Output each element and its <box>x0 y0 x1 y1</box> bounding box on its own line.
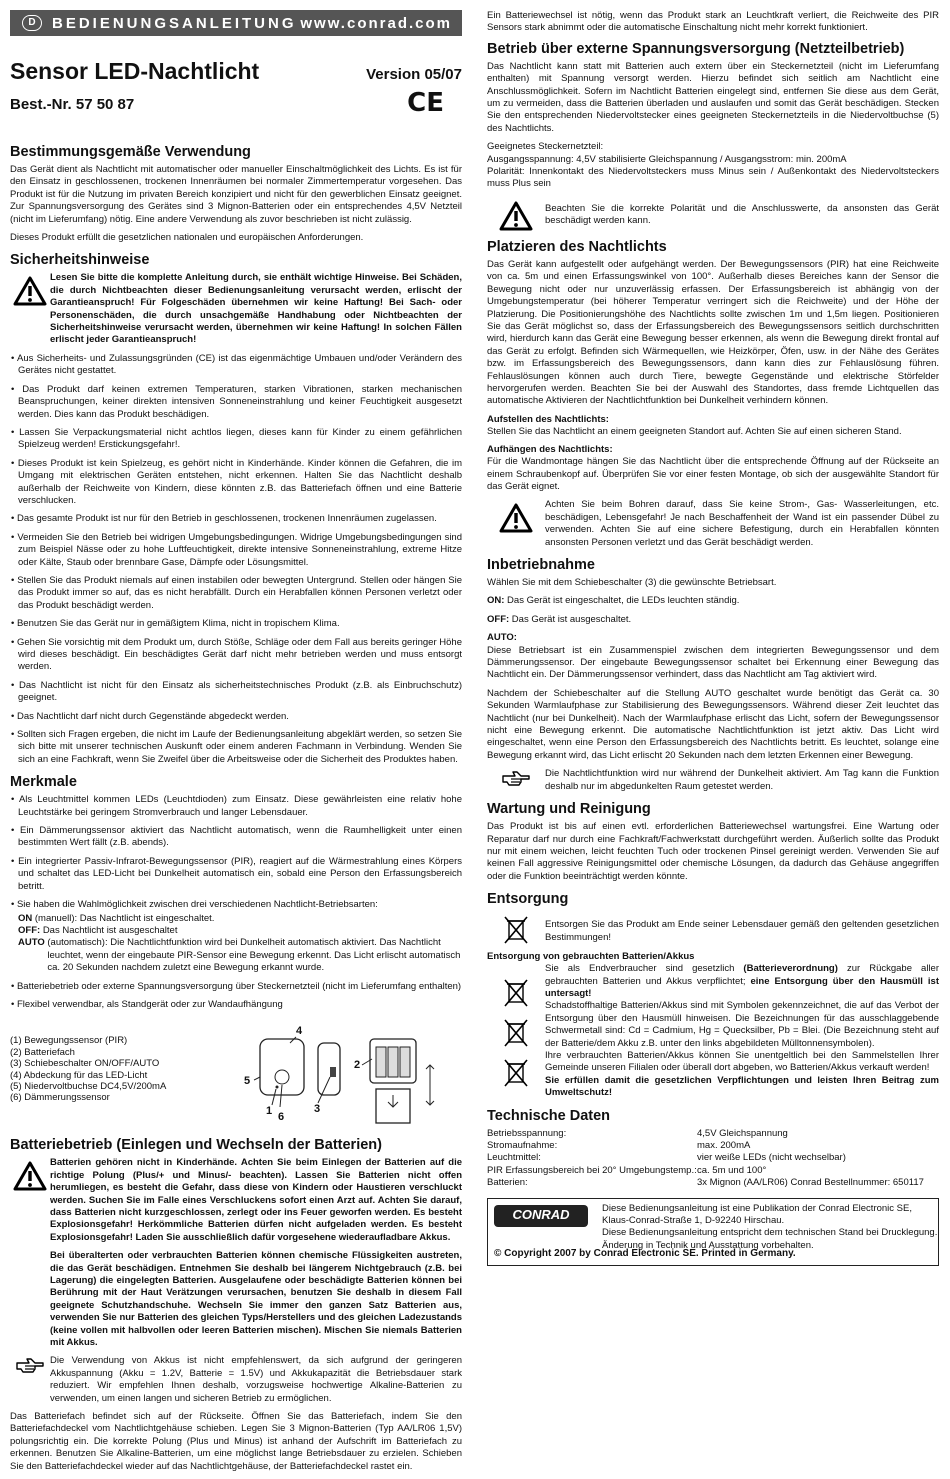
intended-use-text: Das Gerät dient als Nachtlicht mit automatischer oder manueller Einschaltmöglichkeit des Lichts. Es ist für den Einsatz in geschlossenen, trockenen Innenräumen bei normaler Zimmertemperatur vorgesehen. Das Produkt ist für die Nutzung im privaten Bereich konzipiert und nicht für den gewerblichen Einsatz geeignet. Zur Spannungsversorgung des Gerätes sind 3 Mignon-Batterien oder ein entsprechendes 4,5V Netzteil (nicht im Lieferumfang) nötig. Eine andere Verwendung als zuvor beschrieben ist nicht zulässig. <box>10 164 462 225</box>
banner-url: www.conrad.com <box>300 14 452 32</box>
maintenance-text: Das Produkt ist bis auf einen evtl. erforderlichen Batteriewechsel wartungsfrei. Eine Wartung oder Reparatur darf nur durch eine Fachkraft/Fachwerkstatt durchgeführt werden. Äußerlich sollte das Produkt nur mit einem weichen, leicht feuchten Tuch oder trockenen Pinsel gereinigt werden. Verwenden Sie auf keinen Fall aggressive Reinigungsmittel oder chemische Lösungen, da dadurch das Gehäuse angegriffen oder die Funktion beeinträchtigt werden könnte. <box>487 821 939 882</box>
version-label: Version 05/07 <box>366 66 462 83</box>
heading-features: Merkmale <box>10 774 77 791</box>
adapter-polarity: Polarität: Innenkontakt des Niedervoltsteckers muss Minus sein / Außenkontakt des Niedervoltsteckers muss Plus sein <box>487 166 939 190</box>
operation-warmup-text: Nachdem der Schiebeschalter auf die Stellung AUTO geschaltet wurde benötigt das Gerät ca. 30 Sekunden Warmlaufphase zur Stabilisierung des Bewegungssensors. Während dieser Zeit leuchtet das Nachtlicht (nur bei Dunkelheit). Nach der Warmlaufphase erlischt das Licht, sofern der Bewegungssensor nicht eine Bewegung erkennt. Die automatische Nachtlichtfunktion ist jetzt aktiv. Das Licht wird eingeschaltet, wenn eine Person den Erfassungsbereich des Nachtlichts betritt. Es leuchtet, solange eine Bewegung erkannt wird, das Licht erlischt 20 Sekunden nach dem letzten Erkennen einer Bewegung. <box>487 687 939 761</box>
operation-auto-label: AUTO: <box>487 632 517 644</box>
mode-off: OFF: Das Nachtlicht ist ausgeschaltet <box>18 924 178 936</box>
table-row: PIR Erfassungsbereich bei 20° Umgebungstemp.: ca. 5m und 100° <box>487 1164 767 1176</box>
page-title: Sensor LED-Nachtlicht <box>10 58 260 84</box>
table-row: Leuchtmittel: vier weiße LEDs (nicht wechselbar) <box>487 1152 846 1164</box>
table-row: Batterien: 3x Mignon (AA/LR06) Conrad Bestellnummer: 650117 <box>487 1177 924 1189</box>
heading-tech-data: Technische Daten <box>487 1107 611 1124</box>
left-column <box>10 10 462 1479</box>
battery-change-text: Ein Batteriewechsel ist nötig, wenn das Produkt stark an Leuchtkraft verliert, die Reichweite des PIR Sensors stark abnimmt oder die automatische Einschaltung nicht mehr korrekt funktioniert. <box>487 10 939 34</box>
warning-triangle-icon <box>499 201 533 231</box>
heading-battery: Batteriebetrieb (Einlegen und Wechseln der Batterien) <box>10 1137 382 1154</box>
list-item: • Benutzen Sie das Gerät nur in gemäßigtem Klima, nicht in tropischem Klima. <box>11 618 340 630</box>
heading-placement: Platzieren des Nachtlichts <box>487 238 667 255</box>
banner-title: BEDIENUNGSANLEITUNG <box>52 14 297 32</box>
right-column <box>487 10 939 1266</box>
list-item: • Gehen Sie vorsichtig mit dem Produkt um, durch Stöße, Schläge oder dem Fall aus bereits geringer Höhe wird dieses beschädigt. Ein beschädigtes Gerät darf nicht mehr betrieben werden und muss entsorgt werden. <box>11 636 462 673</box>
external-power-text: Das Nachtlicht kann statt mit Batterien auch extern über ein Steckernetzteil (nicht im Lieferumfang enthalten) mit Spannung versorgt werden. Hierzu befindet sich seitlich am Nachtlicht eine Anschlussmöglichkeit. Sofern im Nachtlicht Batterien eingelegt sind, entfernen Sie diese aus dem Gerät, um zu vermeiden, dass die Batterien überladen und auslaufen und somit das Gerät beschädigen. Stecken Sie den entsprechenden Niedervoltstecker eines geeigneten Steckernetzteils in die Niedervoltbuchse (5) des Nachtlichts. <box>487 60 939 134</box>
warning-triangle-icon <box>13 1161 47 1191</box>
battery-warning-text-2: Bei überalterten oder verbrauchten Batterien können chemische Flüssigkeiten austreten, die das Gerät beschädigen. Entnehmen Sie deshalb bei längerem Nichtgebrauch (z.B. bei Lagerung) die eingelegten Batterien. Ausgelaufene oder beschädigte Batterien können bei Berührung mit der Haut Verätzungen verursachen, benutzen Sie deshalb in diesem Fall geeignete Schutzhandschuhe. Wechseln Sie immer den ganzen Satz Batterien aus, verwenden Sie nur Batterien des gleichen Typs/Herstellers und des gleichen Ladezustands (keine vollen mit halbvollen oder leeren Batterien mischen). Mischen Sie niemals Batterien mit Akkus. <box>50 1250 462 1349</box>
diagram-label-1: 1 <box>266 1105 273 1118</box>
list-item: • Vermeiden Sie den Betrieb bei widrigen Umgebungsbedingungen. Widrige Umgebungsbedingungen sind zum Beispiel Nässe oder zu hohe Luftfeuchtigkeit, direkte intensive Sonneneinstrahlung, extreme Hitze oder Kälte, Staub oder brennbare Gase, Dämpfe oder Lösungsmittel. <box>11 531 462 568</box>
part-item: (3) Schiebeschalter ON/OFF/AUTO <box>10 1058 160 1070</box>
list-item: • Ein Dämmerungssensor aktiviert das Nachtlicht automatisch, wenn die Raumhelligkeit unter einen bestimmten Wert fällt (z.B. abends). <box>11 825 462 849</box>
drilling-warning <box>487 499 939 549</box>
header-banner <box>10 10 462 36</box>
diagram-label-6: 6 <box>278 1111 285 1124</box>
operation-auto-text: Diese Betriebsart ist ein Zusammenspiel zwischen dem integrierten Bewegungssensor und dem Dämmerungssensor. Der eingebaute Bewegungssensor schaltet bei Erkennung einer Bewegung das Nachtlicht ein. Der Dämmerungssensor verhindert, dass das Nachtlicht am Tag aktiviert wird. <box>487 644 939 681</box>
part-item: (1) Bewegungssensor (PIR) <box>10 1035 128 1047</box>
list-item: • Dieses Produkt ist kein Spielzeug, es gehört nicht in Kinderhände. Kinder können die Gefahren, die im Umgang mit elektrischen Geräten entstehen, nicht erkennen. Halten Sie das Nachtlicht deshalb außerhalb der Reichweite von Kindern, diese könnten z.B. das Batteriefach öffnen und eine Batterie verschlucken. <box>11 457 462 506</box>
part-item: (2) Batteriefach <box>10 1046 75 1058</box>
operation-note <box>487 768 939 793</box>
battery-disposal-closing: Sie erfüllen damit die gesetzlichen Verpflichtungen und leisten Ihren Beitrag zum Umweltschutz! <box>545 1074 939 1099</box>
drilling-warning-text: Achten Sie beim Bohren darauf, dass Sie keine Strom-, Gas- Wasserleitungen, etc. beschädigen, Lebensgefahr! Je nach Beschaffenheit der Wand ist ein passender Dübel zu verwenden. Achten Sie auf eine sichere Befestigung, durch ein Herabfallen könnten ansonsten Personen verletzt und das Gerät beschädigt werden. <box>545 499 939 548</box>
list-item: • Das Produkt darf keinen extremen Temperaturen, starken Vibrationen, starken mechanischen Beanspruchungen, keiner direkten intensiven Sonneneinstrahlung und keiner Feuchtigkeit ausgesetzt werden. Dies kann das Produkt beschädigen. <box>11 383 462 420</box>
operation-intro: Wählen Sie mit dem Schiebeschalter (3) die gewünschte Betriebsart. <box>487 577 777 588</box>
diagram-label-4: 4 <box>296 1025 303 1038</box>
features-list-2 <box>10 981 462 1012</box>
battery-note <box>10 1355 462 1405</box>
battery-warning <box>10 1157 462 1349</box>
publisher-text: Diese Bedienungsanleitung ist eine Publikation der Conrad Electronic SE, Klaus-Conrad-Straße 1, D-92240 Hirschau. <box>602 1202 912 1227</box>
operation-off: OFF: Das Gerät ist ausgeschaltet. <box>487 613 632 625</box>
tech-data-table <box>487 1128 939 1190</box>
list-item: • Ein integrierter Passiv-Infrarot-Bewegungssensor (PIR), reagiert auf die Wärmestrahlung eines Körpers und schaltet das LED-Licht bei Dunkelheit automatisch ein, sobald eine Person den Erfassungsbereich betritt. <box>11 855 462 892</box>
disposal-product <box>487 911 939 945</box>
list-item: • Batteriebetrieb oder externe Spannungsversorgung über Steckernetzteil (nicht im Lieferumfang enthalten) <box>11 980 462 992</box>
heading-maintenance: Wartung und Reinigung <box>487 801 651 818</box>
battery-disposal <box>487 963 939 1099</box>
diagram-label-3: 3 <box>314 1103 321 1116</box>
list-item: • Lassen Sie Verpackungsmaterial nicht achtlos liegen, dieses kann für Kinder zu einem gefährlichen Spielzeug werden! Erstickungsgefahr!. <box>11 426 462 451</box>
heading-safety: Sicherheitshinweise <box>10 252 150 269</box>
publisher-footer <box>487 1198 939 1266</box>
safety-warning-text: Lesen Sie bitte die komplette Anleitung durch, sie enthält wichtige Hinweise. Bei Schäden, die durch Nichtbeachten dieser Bedienungsanleitung verursacht werden, erlischt der Garantieanspruch! Für Folgeschäden übernehmen wir keine Haftung! Bei Sach- oder Personenschäden, die durch unsachgemäße Handhabung oder Nichtbeachten der Sicherheitshinweise verursacht werden, übernehmen wir keine Haftung! In solchen Fällen erlischt jeder Garantieanspruch! <box>50 272 462 346</box>
table-row: Stromaufnahme: max. 200mA <box>487 1140 751 1151</box>
subheading-hanging: Aufhängen des Nachtlichts: <box>487 444 613 456</box>
list-item: • Sie haben die Wahlmöglichkeit zwischen drei verschiedenen Nachtlicht-Betriebsarten: <box>11 899 378 911</box>
mode-on: ON (manuell): Das Nachtlicht ist eingeschaltet. <box>18 912 215 924</box>
table-row: Betriebsspannung: 4,5V Gleichspannung <box>487 1127 788 1139</box>
heading-intended-use: Bestimmungsgemäße Verwendung <box>10 144 251 160</box>
crossed-bin-icon <box>503 1018 529 1048</box>
standing-text: Stellen Sie das Nachtlicht an einem geeigneten Standort auf. Achten Sie auf einen sicheren Stand. <box>487 425 902 437</box>
placement-text: Das Gerät kann aufgestellt oder aufgehängt werden. Der Bewegungssensors (PIR) hat eine Reichweite von ca. 5m und einen Erfassungswinkel von 100°. Außerhalb dieses Bereiches kann der Sensor die Bewegung nicht oder nur unzuverlässig erfassen. Der Erfassungsbereich ist abhängig von der Umgebungstemperatur (bei höherer Temperatur verringert sich die Reichweite) und der Höhe der Platzierung. Die Positionierungshöhe des Nachtlichts sollte zwischen 1m und 1,5m liegen. Positionieren Sie das Gerät möglichst so, dass der Erfassungsbereich des Bewegungssensors seitlich durchschritten wird, hierdurch kann das Gerät eine Bewegung besser erkennen, als wenn die Bewegung direkt frontal auf das Gerät zu erfolgt. Befinden sich Wärmequellen, wie Heizkörper, Öfen, usw. in der Nähe des Gerätes bzw. im Erfassungsbereich des Bewegungssensors, dann kann dies zur Fehlauslösung führen. Fehlauslösungen können auch durch Tiere, bewegte Gegenstände und elektrische Störfelder hervorgerufen werden. Beachten Sie bei der Auswahl des Standortes, dass fremde Lichtquellen das automatische Aktivieren der Nachtlichtfunktion bei Dunkelheit verhindern können. <box>487 258 939 407</box>
mode-auto: AUTO (automatisch): Die Nachtlichtfunktion wird bei Dunkelheit automatisch aktiviert. Das Nachtlicht leuchtet, wenn der eingebaute PIR-Sensor eine Bewegung erkennt. Das Licht erlischt automatisch ca. 20 Sekunden nachdem zuletzt eine Bewegung erkannt wurde. <box>18 937 461 974</box>
diagram-label-5: 5 <box>244 1075 251 1088</box>
heading-operation: Inbetriebnahme <box>487 557 595 573</box>
pointing-hand-icon <box>501 768 531 788</box>
order-number: Best.-Nr. 57 50 87 <box>10 96 135 113</box>
operation-note-text: Die Nachtlichtfunktion wird nur während der Dunkelheit aktiviert. Am Tag kann die Funktion deshalb nur im abgedunkelten Raum getestet werden. <box>545 768 939 792</box>
conrad-logo: CONRAD <box>494 1205 588 1227</box>
country-badge: D <box>22 15 42 31</box>
features-list <box>10 794 462 911</box>
device-drawing <box>230 1025 462 1129</box>
mode-list <box>18 913 462 975</box>
battery-disposal-obligation: Sie als Endverbraucher sind gesetzlich (Batterieverordnung) zur Rückgabe aller gebrauchten Batterien und Akkus verpflichtet; eine Entsorgung über den Hausmüll ist untersagt! <box>545 963 939 999</box>
parts-list <box>10 1025 230 1129</box>
heading-disposal: Entsorgung <box>487 891 569 908</box>
conformity-text: Dieses Produkt erfüllt die gesetzlichen nationalen und europäischen Anforderungen. <box>10 232 364 244</box>
warning-triangle-icon <box>13 276 47 306</box>
crossed-bin-icon <box>503 915 529 945</box>
crossed-bin-icon <box>503 978 529 1008</box>
safety-list <box>10 353 462 766</box>
part-item: (6) Dämmerungssensor <box>10 1092 110 1104</box>
title-block <box>10 58 462 136</box>
device-diagram <box>230 1025 462 1129</box>
list-item: • Als Leuchtmittel kommen LEDs (Leuchtdioden) zum Einsatz. Diese gewährleisten eine relativ hohe Leuchtstärke bei geringem Stromverbrauch und langer Lebensdauer. <box>11 794 462 818</box>
hanging-text: Für die Wandmontage hängen Sie das Nachtlicht über die entsprechende Öffnung auf der Rückseite an einem Schraubenkopf auf. Überprüfen Sie vor einer festen Montage, ob sich der ausgewählte Standort für das Gerät eignet. <box>487 456 939 492</box>
disposal-product-text: Entsorgen Sie das Produkt am Ende seiner Lebensdauer gemäß den geltenden gesetzlichen Bestimmungen! <box>545 919 939 943</box>
warning-triangle-icon <box>499 503 533 533</box>
list-item: • Sollten sich Fragen ergeben, die nicht im Laufe der Bedienungsanleitung abgeklärt werden, so setzen Sie sich bitte mit unserer technischen Auskunft oder einem anderen Fachmann in Verbindung. Wenden Sie sich an eine Fachkraft, wenn Sie Zweifel über die Arbeitsweise oder die Sicherheit des Produktes haben. <box>11 729 462 765</box>
part-item: (5) Niedervoltbuchse DC4,5V/200mA <box>10 1080 167 1092</box>
pointing-hand-icon <box>15 1355 45 1375</box>
list-item: • Stellen Sie das Produkt niemals auf einen instabilen oder bewegten Untergrund. Stellen oder hängen Sie das Produkt immer so auf, das es nicht herabfällt. Durch ein Herabfallen können Personen verletzt oder das Produkt beschädigt werden. <box>11 574 462 611</box>
subheading-battery-disposal: Entsorgung von gebrauchten Batterien/Akkus <box>487 951 695 963</box>
safety-warning <box>10 272 462 346</box>
part-item: (4) Abdeckung für das LED-Licht <box>10 1069 148 1081</box>
battery-warning-text-1: Batterien gehören nicht in Kinderhände. Achten Sie beim Einlegen der Batterien auf die richtige Polung (Plus/+ und Minus/- beachten). Lassen Sie Batterien nicht offen herumliegen, es besteht die Gefahr, dass diese von Kindern oder Haustieren verschluckt werden. Suchen Sie im Falle eines Verschluckens sofort einen Arzt auf. Achten Sie darauf, dass Batterien nicht kurzgeschlossen, zerlegt oder ins Feuer geworfen werden. Es besteht Explosionsgefahr! Herkömmliche Batterien dürfen nicht aufgeladen werden. Es besteht Explosionsgefahr! Laden Sie ausschließlich dafür vorgesehene wiederaufladbare Akkus. <box>50 1157 462 1243</box>
polarity-warning <box>487 197 939 231</box>
subheading-standing: Aufstellen des Nachtlichts: <box>487 413 609 425</box>
revision-text: Diese Bedienungsanleitung entspricht dem technischen Stand bei Drucklegung. Änderung in Technik und Ausstattung vorbehalten. <box>602 1227 938 1251</box>
parts-section <box>10 1025 462 1129</box>
diagram-label-2: 2 <box>354 1059 361 1072</box>
battery-disposal-symbols: Schadstoffhaltige Batterien/Akkus sind mit Symbolen gekennzeichnet, die auf das Verbot der Entsorgung über den Hausmüll hinweisen. Die Bezeichnungen für das ausschlaggebende Schwermetall sind: Cd = Cadmium, Hg = Quecksilber, Pb = Blei. (Die Bezeichnung steht auf der Batterie/dem Akku z.B. unter den links abgebildeten Mülltonnensymbolen). <box>545 1000 939 1049</box>
list-item: • Das Nachtlicht darf nicht durch Gegenstände abgedeckt werden. <box>11 710 289 722</box>
battery-disposal-return: Ihre verbrauchten Batterien/Akkus können Sie unentgeltlich bei den Sammelstellen Ihrer Gemeinde unseren Filialen oder überall dort abgeben, wo Batterien/Akkus verkauft werden! <box>545 1049 939 1074</box>
battery-instructions: Das Batteriefach befindet sich auf der Rückseite. Öffnen Sie das Batteriefach, indem Sie den Batteriefachdeckel vom Nachtlichtgehäuse schieben. Legen Sie 3 Mignon-Batterien (Typ AA/LR06 1,5V) polungsrichtig ein. Die korrekte Polung (Plus und Minus) ist anhand der Aufschrift im Batteriefach zu erkennen. Benutzen Sie Alkaline-Batterien, um eine möglichst lange Betriebsdauer zu erzielen. Schieben Sie den Batteriefachdeckel wieder auf das Nachtlichtgehäuse, der Batteriefachdeckel rastet ein. <box>10 1411 462 1472</box>
adapter-label: Geeignetes Steckernetzteil: <box>487 141 604 153</box>
copyright: © Copyright 2007 by Conrad Electronic SE. Printed in Germany. <box>494 1248 796 1260</box>
polarity-warning-text: Beachten Sie die korrekte Polarität und die Anschlusswerte, da ansonsten das Gerät beschädigt werden kann. <box>545 202 939 227</box>
list-item: • Aus Sicherheits- und Zulassungsgründen (CE) ist das eigenmächtige Umbauen und/oder Verändern des Gerätes nicht gestattet. <box>11 352 462 377</box>
heading-external-power: Betrieb über externe Spannungsversorgung (Netzteilbetrieb) <box>487 40 905 57</box>
crossed-bin-icon <box>503 1058 529 1088</box>
ce-mark-icon: CE <box>407 88 444 118</box>
list-item: • Das Nachtlicht ist nicht für den Einsatz als sicherheitstechnisches Produkt (z.B. als Einbruchschutz) geeignet. <box>11 679 462 704</box>
battery-note-text: Die Verwendung von Akkus ist nicht empfehlenswert, da sich aufgrund der geringeren Akkuspannung (Akku = 1.2V, Batterie = 1.5V) und Akkukapazität die Betriebsdauer stark reduziert. Wir empfehlen Ihnen deshalb, vorzugsweise hochwertige Alkaline-Batterien zu verwenden, um einen langen und sicheren Betrieb zu ermöglichen. <box>50 1355 462 1404</box>
adapter-output: Ausgangsspannung: 4,5V stabilisierte Gleichspannung / Ausgangsstrom: min. 200mA <box>487 153 847 165</box>
operation-on: ON: Das Gerät ist eingeschaltet, die LEDs leuchten ständig. <box>487 595 740 607</box>
list-item: • Das gesamte Produkt ist nur für den Betrieb in geschlossenen, trockenen Innenräumen zugelassen. <box>11 513 437 525</box>
list-item: • Flexibel verwendbar, als Standgerät oder zur Wandaufhängung <box>11 998 283 1010</box>
